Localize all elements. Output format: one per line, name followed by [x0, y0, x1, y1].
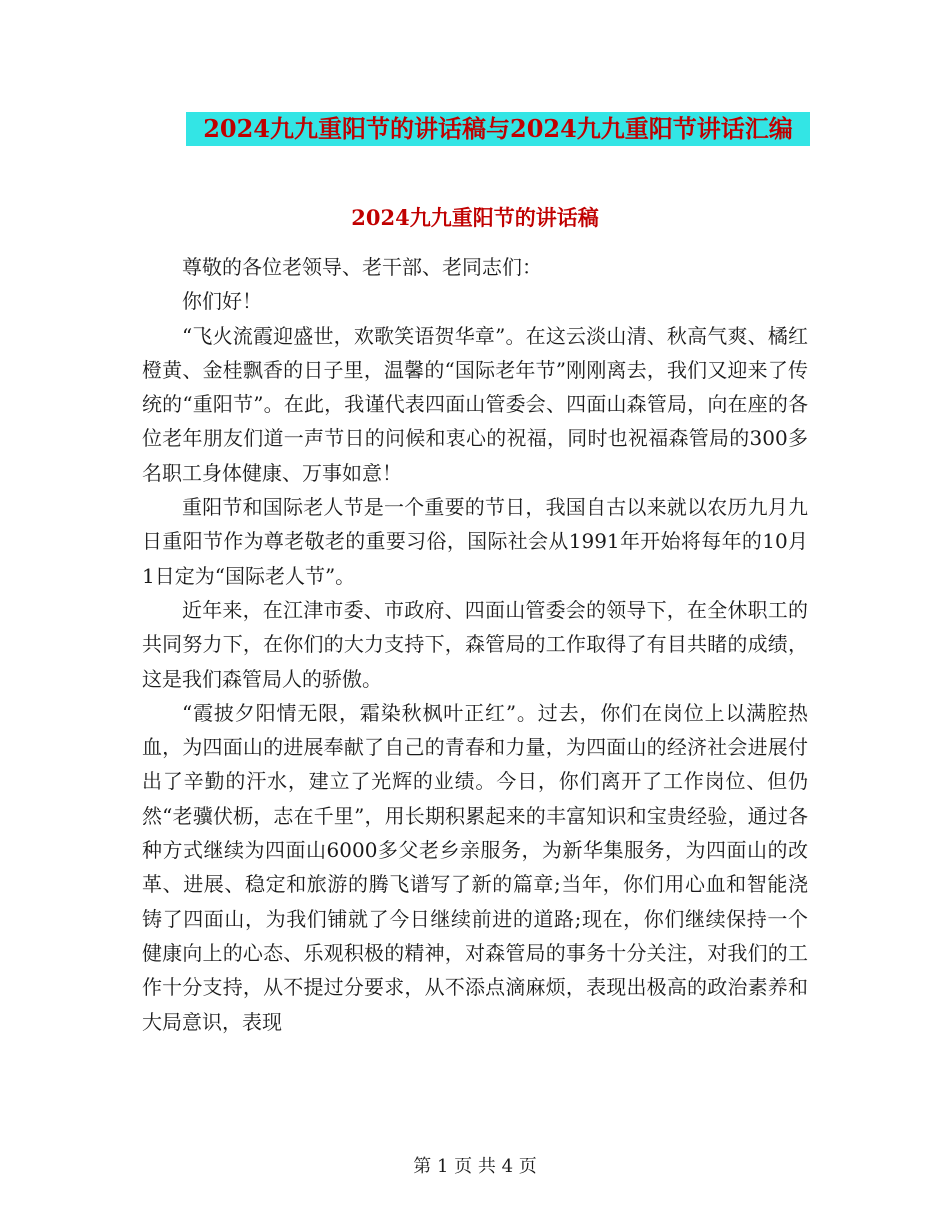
document-main-title: 2024九九重阳节的讲话稿与2024九九重阳节讲话汇编 [186, 112, 810, 146]
body-paragraph: “飞火流霞迎盛世，欢歌笑语贺华章”。在这云淡山清、秋高气爽、橘红橙黄、金桂飘香的日子里，温馨的“国际老年节”刚刚离去，我们又迎来了传统的“重阳节”。在此，我谨代表四面山管委会、四面山森管局，向在座的各位老年朋友们道一声节日的问候和衷心的祝福，同时也祝福森管局的300多名职工身体健康、万事如意！ [142, 323, 808, 485]
body-paragraph: 重阳节和国际老人节是一个重要的节日，我国自古以来就以农历九月九日重阳节作为尊老敬老的重要习俗，国际社会从1991年开始将每年的10月1日定为“国际老人节”。 [142, 495, 808, 588]
salutation-paragraph: 尊敬的各位老领导、老干部、老同志们： [182, 255, 542, 279]
page-number-footer: 第 1 页 共 4 页 [413, 1156, 537, 1177]
greeting-paragraph: 你们好！ [182, 289, 262, 314]
body-paragraph: “霞披夕阳情无限，霜染秋枫叶正红”。过去，你们在岗位上以满腔热血，为四面山的进展奉献了自己的青春和力量，为四面山的经济社会进展付出了辛勤的汗水，建立了光辉的业绩。今日，你们离开了工作岗位、但仍然“老骥伏枥，志在千里”，用长期积累起来的丰富知识和宝贵经验，通过各种方式继续为四面山6000多父老乡亲服务，为新华集服务，为四面山的改革、进展、稳定和旅游的腾飞谱写了新的篇章;当年，你们用心血和智能浇铸了四面山，为我们铺就了今日继续前进的道路;现在，你们继续保持一个健康向上的心态、乐观积极的精神，对森管局的事务十分关注，对我们的工作十分支持，从不提过分要求，从不添点滴麻烦，表现出极高的政治素养和大局意识，表现 [142, 700, 808, 1034]
body-paragraph: 近年来，在江津市委、市政府、四面山管委会的领导下，在全休职工的共同努力下，在你们的大力支持下，森管局的工作取得了有目共睹的成绩，这是我们森管局人的骄傲。 [142, 597, 808, 691]
speech-title: 2024九九重阳节的讲话稿 [351, 205, 599, 230]
speech-body [142, 250, 808, 1039]
